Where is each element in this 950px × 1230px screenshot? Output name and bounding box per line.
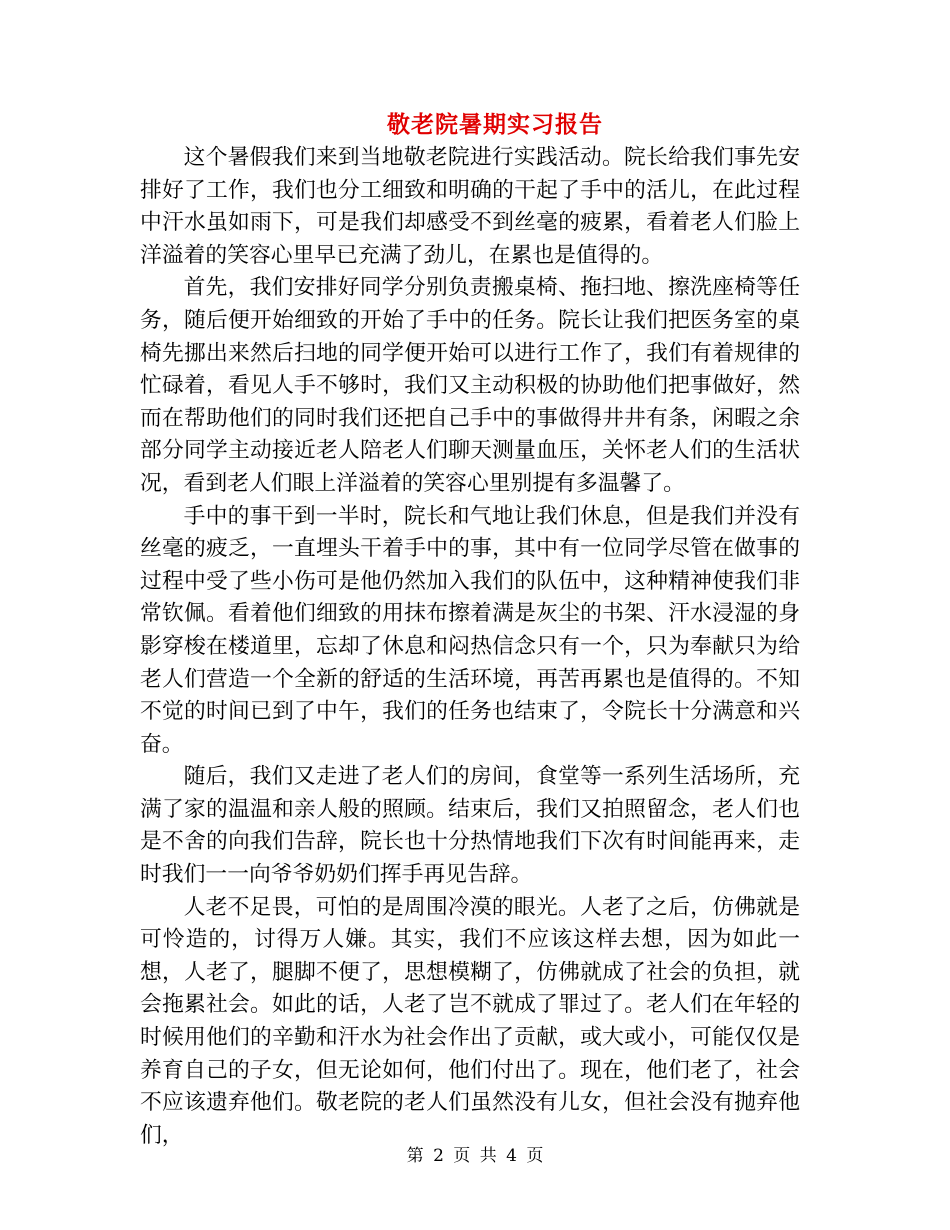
paragraph-3: 手中的事干到一半时，院长和气地让我们休息，但是我们并没有丝毫的疲乏，一直埋头干着手中的事，其中有一位同学尽管在做事的过程中受了些小伤可是他仍然加入我们的队伍中，这种精神使我们非常钦佩。看着他们细致的用抹布擦着满是灰尘的书架、汗水浸湿的身影穿梭在楼道里，忘却了休息和闷热信念只有一个，只为奉献只为给老人们营造一个全新的舒适的生活环境，再苦再累也是值得的。不知不觉的时间已到了中午，我们的任务也结束了，令院长十分满意和兴奋。 bbox=[140, 503, 800, 757]
paragraph-2: 首先，我们安排好同学分别负责搬桌椅、拖扫地、擦洗座椅等任务，随后便开始细致的开始了手中的任务。院长让我们把医务室的桌椅先挪出来然后扫地的同学便开始可以进行工作了，我们有着规律的忙碌着，看见人手不够时，我们又主动积极的协助他们把事做好，然而在帮助他们的同时我们还把自己手中的事做得井井有条，闲暇之余部分同学主动接近老人陪老人们聊天测量血压，关怀老人们的生活状况，看到老人们眼上洋溢着的笑容心里别提有多温馨了。 bbox=[140, 275, 800, 496]
paragraph-1: 这个暑假我们来到当地敬老院进行实践活动。院长给我们事先安排好了工作，我们也分工细致和明确的干起了手中的活儿，在此过程中汗水虽如雨下，可是我们却感受不到丝毫的疲累，看着老人们脸上洋溢着的笑容心里早已充满了劲儿，在累也是值得的。 bbox=[140, 145, 800, 268]
paragraph-5: 人老不足畏，可怕的是周围冷漠的眼光。人老了之后，仿佛就是可怜造的，讨得万人嫌。其实，我们不应该这样去想，因为如此一想，人老了，腿脚不便了，思想模糊了，仿佛就成了社会的负担，就会拖累社会。如此的话，人老了岂不就成了罪过了。老人们在年轻的时候用他们的辛勤和汗水为社会作出了贡献，或大或小，可能仅仅是养育自己的子女，但无论如何，他们付出了。现在，他们老了，社会不应该遗弃他们。敬老院的老人们虽然没有儿女，但社会没有抛弃他们， bbox=[140, 894, 800, 1148]
document-body bbox=[140, 142, 800, 1152]
document-title: 敬老院暑期实习报告 bbox=[387, 111, 603, 138]
paragraph-4: 随后，我们又走进了老人们的房间，食堂等一系列生活场所，充满了家的温温和亲人般的照顾。结束后，我们又拍照留念，老人们也是不舍的向我们告辞，院长也十分热情地我们下次有时间能再来，走时我们一一向爷爷奶奶们挥手再见告辞。 bbox=[140, 764, 800, 888]
page-footer: 第 2 页 共 4 页 bbox=[406, 1146, 544, 1166]
